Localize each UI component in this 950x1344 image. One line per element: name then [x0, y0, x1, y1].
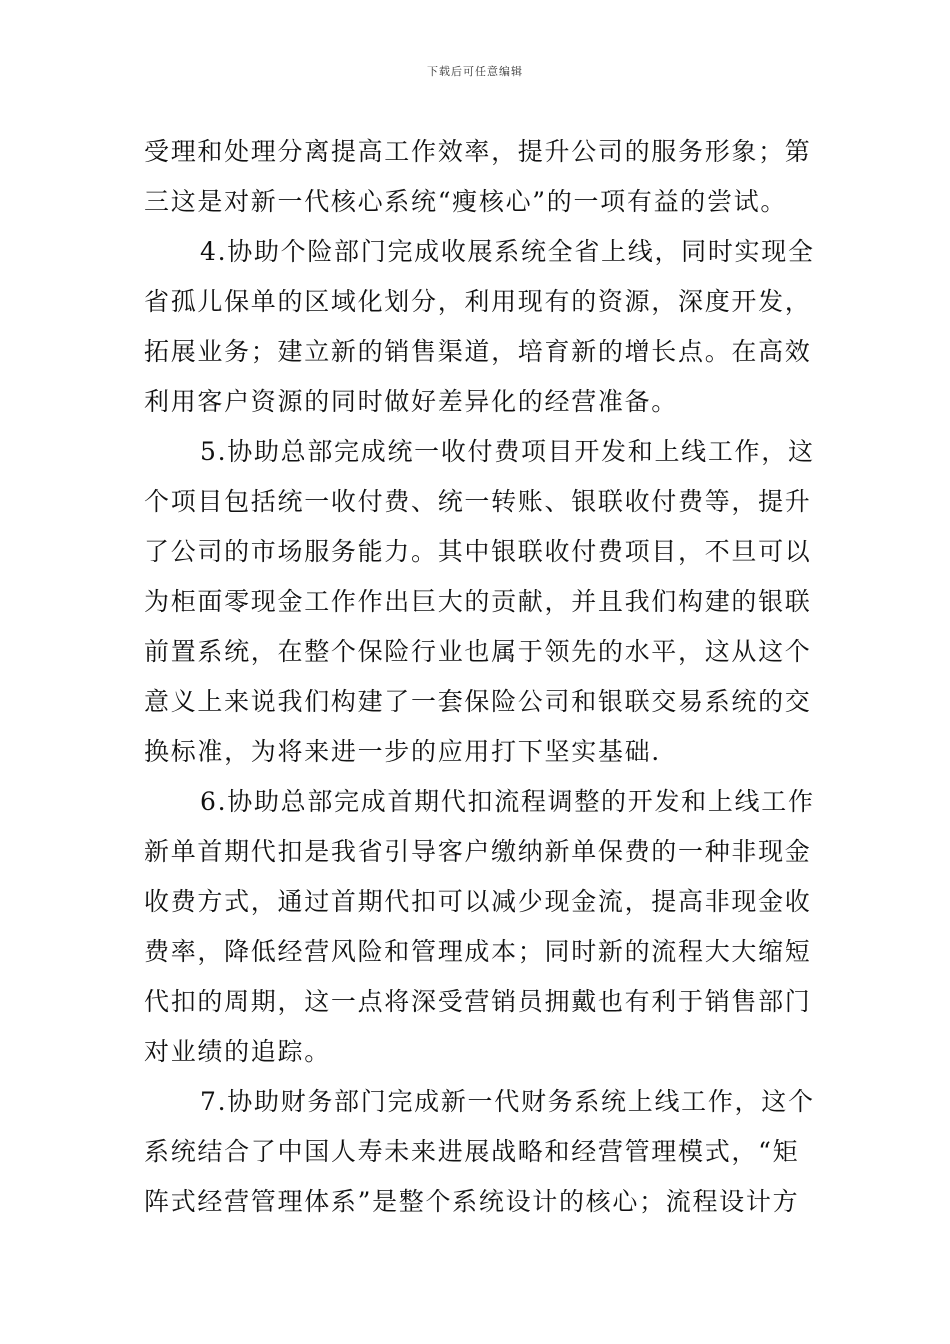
text-line: 系统结合了中国人寿未来进展战略和经营管理模式，“矩 — [144, 1137, 800, 1166]
text-line: 拓展业务；建立新的销售渠道，培育新的增长点。在高效 — [144, 337, 812, 366]
text-line: 利用客户资源的同时做好差异化的经营准备。 — [144, 387, 679, 416]
text-line: 三这是对新一代核心系统“瘦核心”的一项有益的尝试。 — [144, 187, 788, 216]
text-line: 省孤儿保单的区域化划分，利用现有的资源，深度开发， — [144, 287, 812, 316]
item-6-first-line: 6.协助总部完成首期代扣流程调整的开发和上线工作 — [200, 787, 815, 816]
text-line: 为柜面零现金工作作出巨大的贡献，并且我们构建的银联 — [144, 587, 812, 616]
text-line: 个项目包括统一收付费、统一转账、银联收付费等，提升 — [144, 487, 812, 516]
text-line: 收费方式，通过首期代扣可以减少现金流，提高非现金收 — [144, 887, 812, 916]
text-line: 代扣的周期，这一点将深受营销员拥戴也有利于销售部门 — [144, 987, 812, 1016]
text-line: 换标准，为将来进一步的应用打下坚实基础. — [144, 737, 661, 766]
text-line: 费率，降低经营风险和管理成本；同时新的流程大大缩短 — [144, 937, 812, 966]
item-4-first-line: 4.协助个险部门完成收展系统全省上线，同时实现全 — [200, 237, 815, 266]
text-line: 了公司的市场服务能力。其中银联收付费项目，不旦可以 — [144, 537, 812, 566]
document-body — [144, 127, 815, 1227]
page-header: 下载后可任意编辑 — [427, 65, 523, 78]
item-5-first-line: 5.协助总部完成统一收付费项目开发和上线工作，这 — [200, 437, 815, 466]
text-line: 新单首期代扣是我省引导客户缴纳新单保费的一种非现金 — [144, 837, 812, 866]
text-line: 对业绩的追踪。 — [144, 1037, 331, 1066]
text-line: 前置系统，在整个保险行业也属于领先的水平，这从这个 — [144, 637, 812, 666]
text-line: 阵式经营管理体系”是整个系统设计的核心；流程设计方 — [144, 1187, 800, 1216]
item-7-first-line: 7.协助财务部门完成新一代财务系统上线工作，这个 — [200, 1087, 815, 1116]
text-line: 意义上来说我们构建了一套保险公司和银联交易系统的交 — [144, 687, 812, 716]
text-line: 受理和处理分离提高工作效率，提升公司的服务形象；第 — [144, 137, 812, 166]
